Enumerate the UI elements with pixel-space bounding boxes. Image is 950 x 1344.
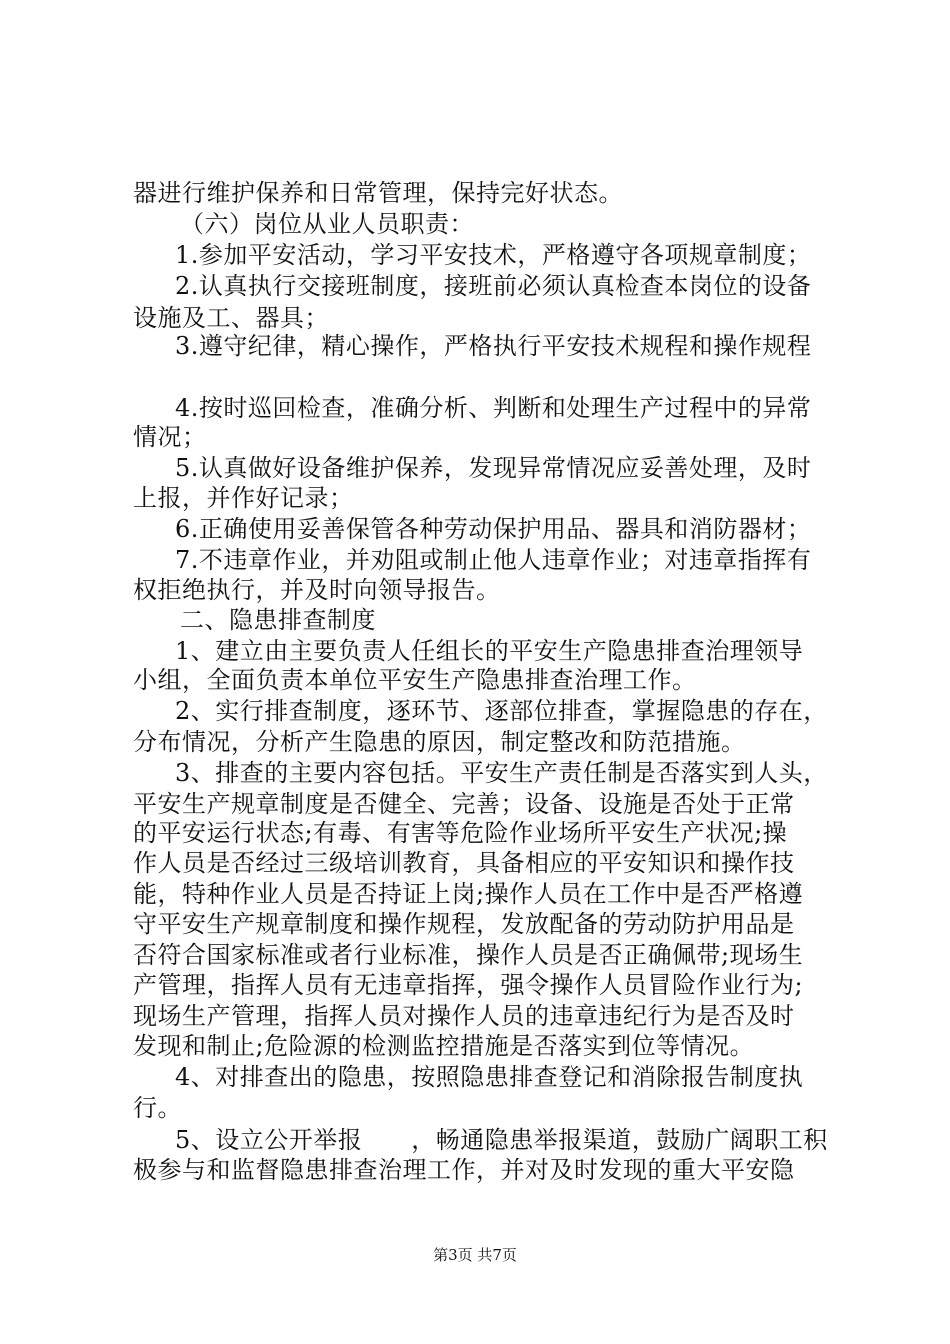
text-line: 能，特种作业人员是否持证上岗;操作人员在工作中是否严格遵 (133, 880, 804, 908)
text-line: 上报，并作好记录； (133, 484, 354, 512)
text-line: 3.遵守纪律，精心操作，严格执行平安技术规程和操作规程 (175, 332, 812, 360)
text-line: 平安生产规章制度是否健全、完善；设备、设施是否处于正常 (133, 790, 795, 818)
text-line: 分布情况，分析产生隐患的原因，制定整改和防范措施。 (133, 728, 746, 756)
text-line: 否符合国家标准或者行业标准，操作人员是否正确佩带;现场生 (133, 941, 804, 969)
section-heading: 二、隐患排查制度 (180, 606, 376, 634)
text-line: 1、建立由主要负责人任组长的平安生产隐患排查治理领导 (175, 637, 804, 665)
text-line: 发现和制止;危险源的检测监控措施是否落实到位等情况。 (133, 1032, 755, 1060)
text-line: 的平安运行状态;有毒、有害等危险作业场所平安生产状况;操 (133, 819, 788, 847)
text-line: 3、排查的主要内容包括。平安生产责任制是否落实到人头， (175, 759, 828, 787)
text-line: 权拒绝执行，并及时向领导报告。 (133, 576, 501, 604)
text-line: 产管理，指挥人员有无违章指挥，强令操作人员冒险作业行为; (133, 971, 804, 999)
text-line: 守平安生产规章制度和操作规程，发放配备的劳动防护用品是 (133, 910, 795, 938)
page-number: 第3页 共7页 (433, 1246, 517, 1264)
section-heading: （六）岗位从业人员职责： (180, 210, 474, 238)
text-line: 5、设立公开举报 ，畅通隐患举报渠道，鼓励广阔职工积 (175, 1126, 828, 1154)
text-line: 现场生产管理，指挥人员对操作人员的违章违纪行为是否及时 (133, 1002, 795, 1030)
text-line: 作人员是否经过三级培训教育，具备相应的平安知识和操作技 (133, 849, 795, 877)
text-line: 6.正确使用妥善保管各种劳动保护用品、器具和消防器材； (175, 515, 812, 543)
text-line: 4、对排查出的隐患，按照隐患排查登记和消除报告制度执 (175, 1063, 804, 1091)
text-line: 行。 (133, 1094, 182, 1122)
text-line: 4.按时巡回检查，准确分析、判断和处理生产过程中的异常 (175, 394, 812, 422)
text-line: 设施及工、器具； (133, 304, 329, 332)
text-line: 5.认真做好设备维护保养，发现异常情况应妥善处理，及时 (175, 454, 812, 482)
text-line: 情况； (133, 423, 207, 451)
text-line: 7.不违章作业，并劝阻或制止他人违章作业；对违章指挥有 (175, 546, 812, 574)
text-line: 2、实行排查制度，逐环节、逐部位排查，掌握隐患的存在， (175, 697, 828, 725)
text-line: 1.参加平安活动，学习平安技术，严格遵守各项规章制度； (175, 241, 812, 269)
text-line: 极参与和监督隐患排查治理工作，并对及时发现的重大平安隐 (133, 1156, 795, 1184)
text-line: 2.认真执行交接班制度，接班前必须认真检查本岗位的设备 (175, 272, 812, 300)
text-line: 器进行维护保养和日常管理，保持完好状态。 (133, 179, 623, 207)
text-line: 小组，全面负责本单位平安生产隐患排查治理工作。 (133, 666, 697, 694)
